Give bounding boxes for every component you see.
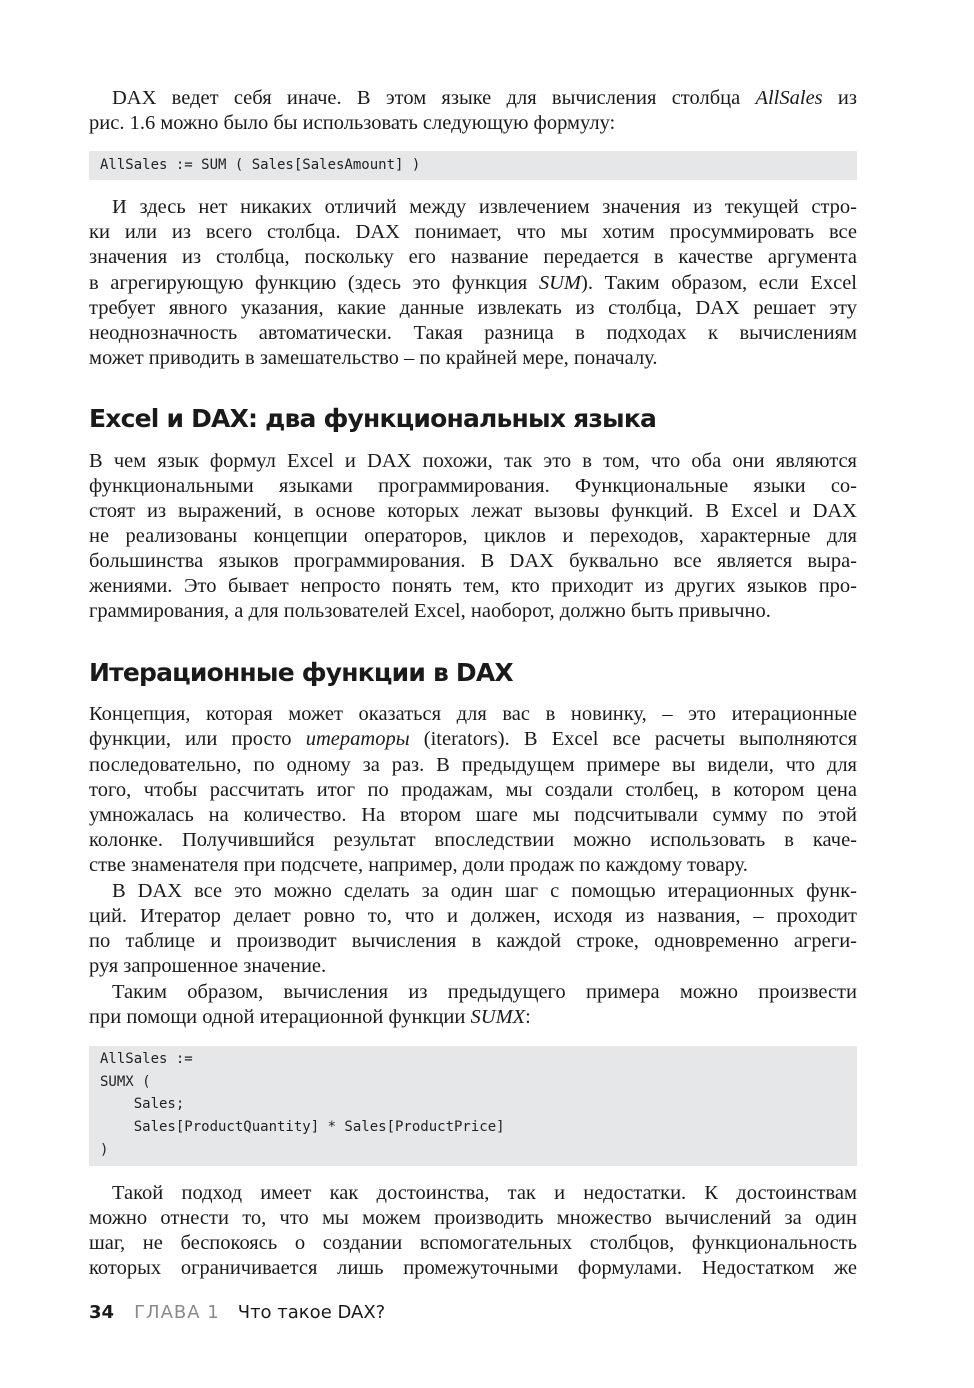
text-line: жениями. Это бывает непросто понять тем, кто приходит из других языков про- (89, 575, 857, 597)
text-line: руя запрошенное значение. (89, 955, 327, 977)
text-line: стве знаменателя при подсчете, например, доли продаж по каждому товару. (89, 854, 748, 876)
text-line: шаг, не беспокоясь о создании вспомогательных столбцов, функциональность (89, 1232, 857, 1254)
text-line: неоднозначность автоматически. Такая разница в подходах к вычислениям (89, 322, 857, 344)
text-line: Таким образом, вычисления из предыдущего примера можно произвести (112, 981, 857, 1003)
text-line: при помощи одной итерационной функции SUMX: (89, 1006, 531, 1028)
text-line: функции, или просто итераторы (iterators). В Excel все расчеты выполняются (89, 728, 857, 750)
text-line: колонке. Получившийся результат впоследствии можно использовать в каче- (89, 829, 857, 851)
text-line: ций. Итератор делает ровно то, что и должен, исходя из названия, – проходит (89, 905, 857, 927)
text-line: В DAX все это можно сделать за один шаг с помощью итерационных функ- (112, 880, 857, 902)
text-line: не реализованы концепции операторов, циклов и переходов, характерные для (89, 525, 857, 547)
text-line: И здесь нет никаких отличий между извлечением значения из текущей стро- (112, 196, 857, 218)
text-line: функциональными языками программирования. Функциональные языки со- (89, 475, 857, 497)
text-line: граммирования, а для пользователей Excel, наоборот, должно быть привычно. (89, 600, 771, 622)
text-line: может приводить в замешательство – по крайней мере, поначалу. (89, 347, 658, 369)
text-line: можно отнести то, что мы можем производить множество вычислений за один (89, 1207, 857, 1229)
text-line: Такой подход имеет как достоинства, так и недостатки. К достоинствам (112, 1182, 857, 1204)
text-line: рис. 1.6 можно было бы использовать следующую формулу: (89, 112, 616, 134)
text-line: того, чтобы рассчитать итог по продажам, мы создали столбец, в котором цена (89, 779, 857, 801)
text-line: большинства языков программирования. В DAX буквально все является выра- (89, 550, 857, 572)
text-line: ки или из всего столбца. DAX понимает, что мы хотим просуммировать все (89, 221, 857, 243)
text-line: последовательно, по одному за раз. В предыдущем примере вы видели, что для (89, 754, 857, 776)
chapter-label: ГЛАВА 1 (134, 1302, 220, 1323)
page-number: 34 (89, 1302, 115, 1323)
text-line: в агрегирующую функцию (здесь это функция SUM). Таким образом, если Excel (89, 272, 857, 294)
code-block: AllSales := SUMX ( Sales; Sales[ProductQuantity] * Sales[ProductPrice] ) (89, 1046, 857, 1166)
text-line: значения из столбца, поскольку его название передается в качестве аргумента (89, 246, 857, 268)
text-line: которых ограничивается лишь промежуточными формулами. Недостатком же (89, 1257, 857, 1279)
text-line: Концепция, которая может оказаться для вас в новинку, – это итерационные (89, 703, 857, 725)
text-line: умножалась на количество. На втором шаге мы подсчитывали сумму по этой (89, 804, 857, 826)
page-footer (89, 1302, 385, 1323)
section-heading: Excel и DAX: два функциональных языка (89, 404, 657, 433)
text-line: DAX ведет себя иначе. В этом языке для вычисления столбца AllSales из (112, 87, 857, 109)
text-line: по таблице и производит вычисления в каждой строке, одновременно агреги- (89, 930, 857, 952)
text-line: требует явного указания, какие данные извлекать из столбца, DAX решает эту (89, 297, 857, 319)
text-line: стоят из выражений, в основе которых лежат вызовы функций. В Excel и DAX (89, 500, 857, 522)
text-line: В чем язык формул Excel и DAX похожи, так это в том, что оба они являются (89, 450, 857, 472)
chapter-title: Что такое DAX? (237, 1302, 386, 1323)
code-block: AllSales := SUM ( Sales[SalesAmount] ) (89, 151, 857, 180)
section-heading: Итерационные функции в DAX (89, 658, 513, 687)
